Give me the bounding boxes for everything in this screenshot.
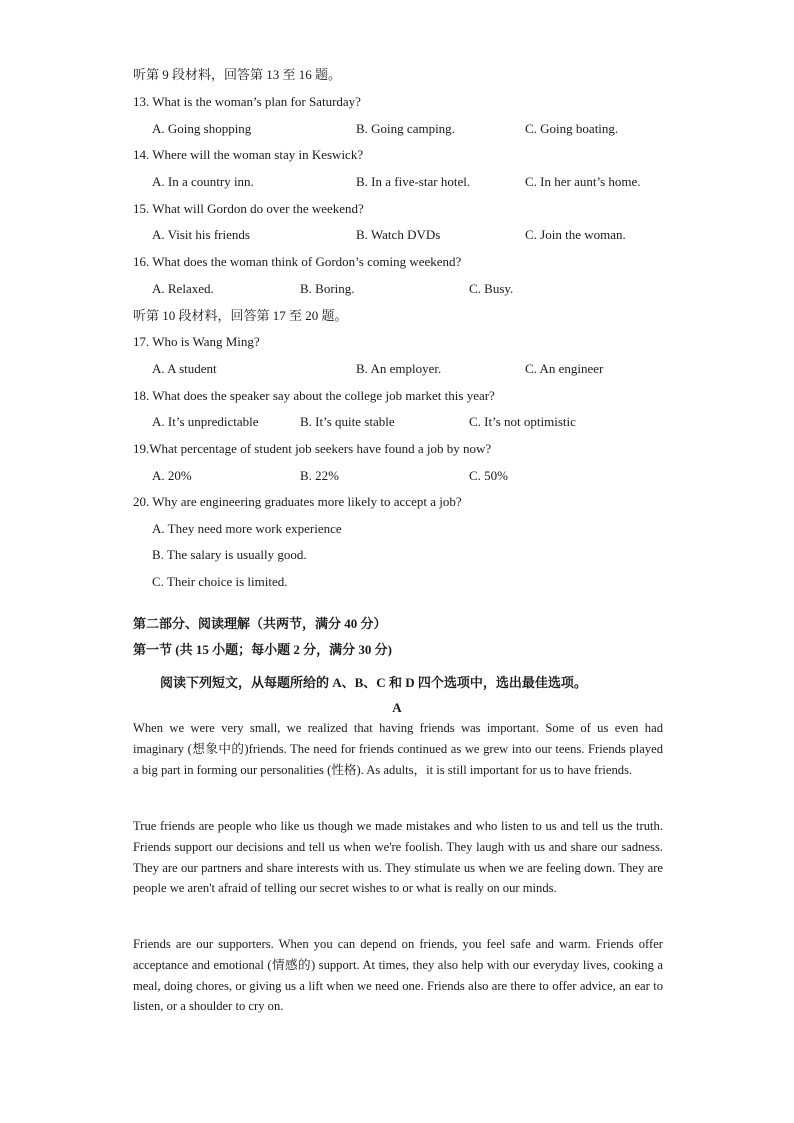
question-13-option-a: A. Going shopping — [152, 121, 252, 136]
section-intro-9: 听第 9 段材料，回答第 13 至 16 题。 — [133, 67, 342, 82]
question-18-option-a: A. It’s unpredictable — [152, 414, 259, 429]
reading-instruction: 阅读下列短文，从每题所给的 A、B、C 和 D 四个选项中，选出最佳选项。 — [160, 675, 587, 690]
section-intro-10: 听第 10 段材料，回答第 17 至 20 题。 — [133, 308, 348, 323]
question-15-option-a: A. Visit his friends — [152, 227, 250, 242]
question-14-option-c: C. In her aunt’s home. — [525, 174, 641, 189]
question-17-option-a: A. A student — [152, 361, 217, 376]
question-13-option-b: B. Going camping. — [356, 121, 455, 136]
passage-paragraph-3 — [133, 934, 663, 1017]
paragraph-text: When we were very small, we realized that having friends was important. Some of us even had imaginary (想象中的)friends. The need for friends continued as we grew into our teens. Friends played a big part in forming our personalities (性格). As adults，it is still important for us to have friends. — [133, 721, 663, 777]
question-19-stem: 19.What percentage of student job seekers have found a job by now? — [133, 441, 492, 456]
question-14-option-a: A. In a country inn. — [152, 174, 254, 189]
question-15-stem: 15. What will Gordon do over the weekend? — [133, 201, 364, 216]
question-15-option-b: B. Watch DVDs — [356, 227, 441, 242]
question-19-option-a: A. 20% — [152, 468, 192, 483]
question-16-option-b: B. Boring. — [300, 281, 355, 296]
question-14-stem: 14. Where will the woman stay in Keswick? — [133, 147, 364, 162]
question-14-option-b: B. In a five-star hotel. — [356, 174, 471, 189]
part-two-title: 第二部分、阅读理解（共两节，满分 40 分） — [133, 616, 387, 631]
paragraph-text: Friends are our supporters. When you can depend on friends, you feel safe and warm. Friends offer acceptance and emotional (情感的) support. At times, they also help with our everyday lives, cooking a meal, doing chores, or giving us a lift when we need one. Friends also are there to offer advice, an ear to listen, or a shoulder to cry on. — [133, 937, 663, 1014]
paragraph-text: True friends are people who like us though we made mistakes and who listen to us and tell us the truth. Friends support our decisions and tell us when we're foolish. They laugh with us and share our sadness. They are our partners and share interests with us. They stimulate us when we are feeling down. They are people we aren't afraid of telling our secret wishes to or what is really on our minds. — [133, 819, 663, 896]
passage-label: A — [392, 700, 402, 715]
question-17-stem: 17. Who is Wang Ming? — [133, 334, 260, 349]
question-20-stem: 20. Why are engineering graduates more likely to accept a job? — [133, 494, 462, 509]
question-16-stem: 16. What does the woman think of Gordon’s coming weekend? — [133, 254, 462, 269]
passage-paragraph-2 — [133, 816, 663, 899]
question-18-stem: 18. What does the speaker say about the college job market this year? — [133, 388, 495, 403]
question-17-option-c: C. An engineer — [525, 361, 604, 376]
section-one-title: 第一节 (共 15 小题；每小题 2 分，满分 30 分) — [133, 642, 392, 657]
question-13-stem: 13. What is the woman’s plan for Saturday? — [133, 94, 361, 109]
question-18-option-c: C. It’s not optimistic — [469, 414, 576, 429]
question-20-option-b: B. The salary is usually good. — [152, 547, 307, 562]
question-13-option-c: C. Going boating. — [525, 121, 619, 136]
question-20-option-a: A. They need more work experience — [152, 521, 342, 536]
question-17-option-b: B. An employer. — [356, 361, 442, 376]
question-20-option-c: C. Their choice is limited. — [152, 574, 288, 589]
question-19-option-b: B. 22% — [300, 468, 339, 483]
question-16-option-c: C. Busy. — [469, 281, 514, 296]
question-18-option-b: B. It’s quite stable — [300, 414, 395, 429]
question-16-option-a: A. Relaxed. — [152, 281, 214, 296]
question-15-option-c: C. Join the woman. — [525, 227, 626, 242]
question-19-option-c: C. 50% — [469, 468, 508, 483]
passage-paragraph-1 — [133, 718, 663, 780]
